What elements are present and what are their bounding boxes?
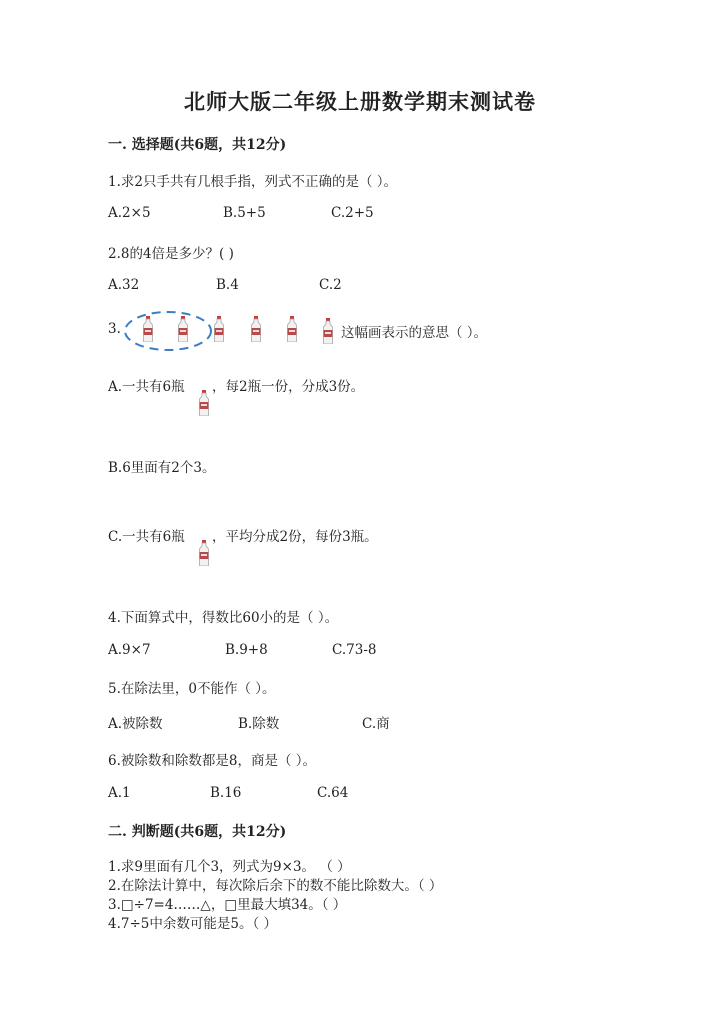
q2-option-c[interactable]: C.2 (319, 277, 342, 293)
q6-option-c[interactable]: C.64 (317, 785, 349, 801)
judgement-item-1: 1.求9里面有几个3，列式为9×3。 （ ） (108, 859, 351, 875)
q3-option-a-part2[interactable]: ，每2瓶一份，分成3份。 (212, 379, 365, 395)
question-1: 1.求2只手共有几根手指，列式不正确的是（ ）。 (108, 174, 398, 190)
bottle-icon (198, 390, 210, 416)
q6-option-a[interactable]: A.1 (108, 785, 131, 801)
question-4: 4.下面算式中，得数比60小的是（ ）。 (108, 610, 339, 626)
section-heading-choice: 一. 选择题(共6题，共12分) (108, 137, 287, 153)
q3-option-b[interactable]: B.6里面有2个3。 (108, 460, 216, 476)
bottle-icon (177, 316, 189, 342)
bottle-icon (198, 540, 210, 566)
q4-option-c[interactable]: C.73-8 (332, 642, 377, 658)
q3-option-c-part1[interactable]: C.一共有6瓶 (108, 529, 185, 545)
q5-option-b[interactable]: B.除数 (238, 716, 280, 732)
q5-option-a[interactable]: A.被除数 (108, 716, 163, 732)
q2-option-a[interactable]: A.32 (108, 277, 140, 293)
q2-option-b[interactable]: B.4 (216, 277, 239, 293)
judgement-item-2: 2.在除法计算中，每次除后余下的数不能比除数大。（ ） (108, 878, 443, 894)
question-3: 这幅画表示的意思（ ）。 (341, 325, 488, 341)
bottle-icon (322, 318, 334, 344)
section-heading-judgement: 二. 判断题(共6题，共12分) (108, 824, 287, 840)
bottle-icon (250, 316, 262, 342)
bottle-icon (142, 316, 154, 342)
dashed-ellipse-icon (122, 308, 214, 354)
q1-option-c[interactable]: C.2+5 (331, 205, 374, 221)
question-2: 2.8的4倍是多少？( ) (108, 246, 234, 262)
q4-option-a[interactable]: A.9×7 (108, 642, 151, 658)
judgement-item-3: 3.□÷7=4……△，□里最大填34。（ ） (108, 897, 347, 913)
q6-option-b[interactable]: B.16 (210, 785, 242, 801)
bottle-icon (286, 316, 298, 342)
q1-option-b[interactable]: B.5+5 (223, 205, 266, 221)
question-5: 5.在除法里，0不能作（ ）。 (108, 681, 276, 697)
q3-option-a-part1[interactable]: A.一共有6瓶 (108, 379, 185, 395)
q4-option-b[interactable]: B.9+8 (225, 642, 268, 658)
q5-option-c[interactable]: C.商 (362, 716, 390, 732)
page-title: 北师大版二年级上册数学期末测试卷 (184, 89, 536, 114)
q3-option-c-part2[interactable]: ，平均分成2份，每份3瓶。 (212, 529, 378, 545)
judgement-item-4: 4.7÷5中余数可能是5。（ ） (108, 916, 278, 932)
question-6: 6.被除数和除数都是8，商是（ ）。 (108, 753, 317, 769)
question-3-number: 3. (108, 321, 121, 337)
q1-option-a[interactable]: A.2×5 (108, 205, 151, 221)
bottle-icon (213, 316, 225, 342)
